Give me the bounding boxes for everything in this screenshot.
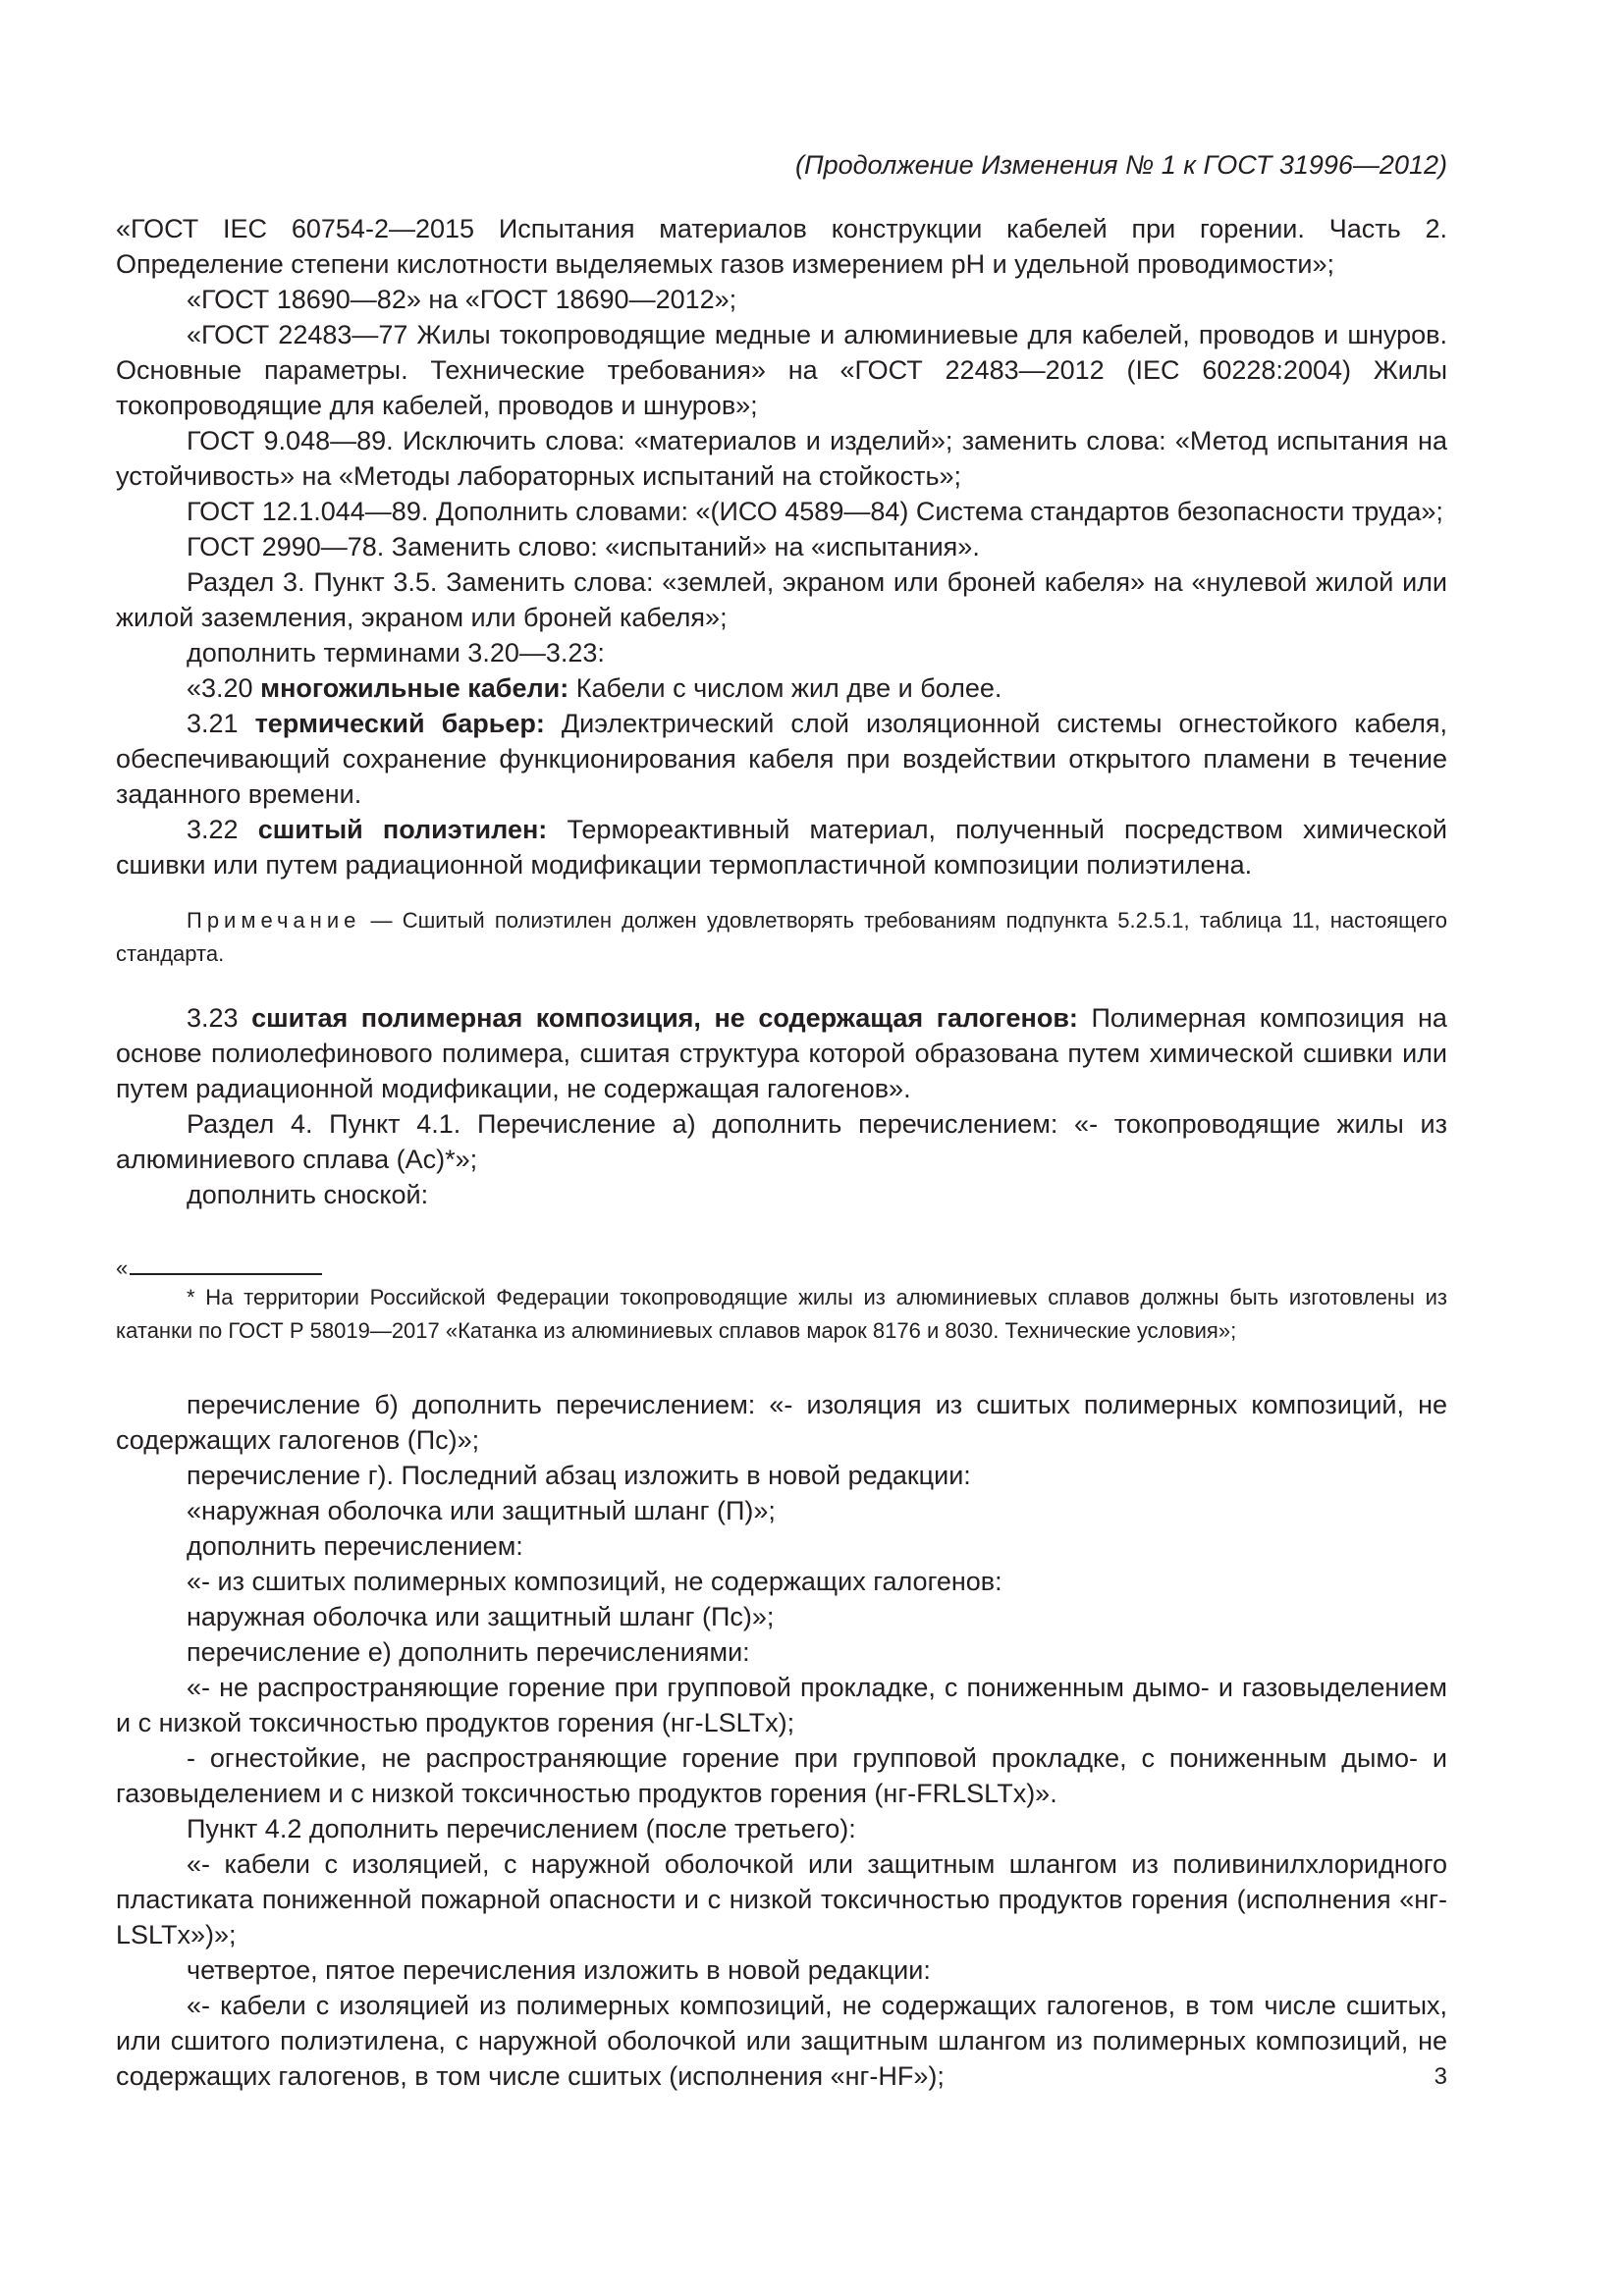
term-definition: Полимерная композиция на основе полиолефинового полимера, сшитая структура которой образована путем химической сшивки или путем радиационной модификации, не содержащая галогенов». [116, 1003, 1447, 1103]
paragraph: наружная оболочка или защитный шланг (Пс)»; [187, 1602, 775, 1631]
note [116, 904, 1447, 971]
footnote-block [116, 1257, 1447, 1348]
note-label: Примечание [187, 908, 361, 933]
term-3-22 [116, 812, 1447, 882]
footnote-rule [130, 1273, 322, 1275]
page-number: 3 [1434, 2063, 1447, 2090]
paragraph: «- кабели с изоляцией из полимерных композиций, не содержащих галогенов, в том числе сшитых, или сшитого полиэтилена, с наружной оболочкой или защитным шлангом из полимерных композиций, не содержащих галогенов, в том числе сшитых (исполнения «нг-HF»); [116, 1991, 1447, 2091]
paragraph: дополнить перечислением: [187, 1531, 523, 1561]
term-number: 3.22 [187, 815, 239, 844]
running-header: (Продолжение Изменения № 1 к ГОСТ 31996—2012) [795, 150, 1447, 180]
paragraph: Раздел 3. Пункт 3.5. Заменить слова: «землей, экраном или броней кабеля» на «нулевой жилой или жилой заземления, экраном или броней кабеля»; [116, 567, 1447, 632]
paragraph: «- из сшитых полимерных композиций, не содержащих галогенов: [187, 1567, 1002, 1596]
paragraph: дополнить сноской: [187, 1180, 429, 1209]
paragraph: перечисление б) дополнить перечислением: «- изоляция из сшитых полимерных композиций, не содержащих галогенов (Пс)»; [116, 1390, 1447, 1455]
term-number: 3.23 [187, 1003, 239, 1033]
paragraph: дополнить терминами 3.20—3.23: [187, 638, 605, 667]
body-text [116, 211, 1447, 2094]
paragraph: перечисление е) дополнить перечислениями: [187, 1637, 750, 1667]
term-definition: Кабели с числом жил две и более. [575, 673, 1002, 703]
paragraph: четвертое, пятое перечисления изложить в новой редакции: [187, 1955, 931, 1985]
term-3-20 [116, 670, 1447, 706]
term-number: «3.20 [187, 673, 253, 703]
paragraph: «ГОСТ IEC 60754-2—2015 Испытания материалов конструкции кабелей при горении. Часть 2. Определение степени кислотности выделяемых газов измерением pH и удельной проводимости»; [116, 214, 1447, 279]
footnote-quote: « [116, 1255, 129, 1280]
term-3-23 [116, 1000, 1447, 1106]
footnote-mark [116, 1257, 1447, 1281]
term-name: сшитая полимерная композиция, не содержащая галогенов: [251, 1003, 1078, 1033]
paragraph: - огнестойкие, не распространяющие горение при групповой прокладке, с пониженным дымо- и газовыделением и с низкой токсичностью продуктов горения (нг-FRLSLTx)». [116, 1743, 1447, 1808]
paragraph: Пункт 4.2 дополнить перечислением (после третьего): [187, 1814, 856, 1843]
paragraph: «- не распространяющие горение при групповой прокладке, с пониженным дымо- и газовыделением и с низкой токсичностью продуктов горения (нг-LSLTx); [116, 1673, 1447, 1737]
term-name: термический барьер: [254, 709, 545, 738]
term-3-21 [116, 706, 1447, 812]
term-definition: Диэлектрический слой изоляционной системы огнестойкого кабеля, обеспечивающий сохранение функционирования кабеля при воздействии открытого пламени в течение заданного времени. [116, 709, 1447, 809]
paragraph: ГОСТ 9.048—89. Исключить слова: «материалов и изделий»; заменить слова: «Метод испытания на устойчивость» на «Методы лабораторных испытаний на стойкость»; [116, 426, 1447, 491]
paragraph: Раздел 4. Пункт 4.1. Перечисление а) дополнить перечислением: «- токопроводящие жилы из алюминиевого сплава (Ас)*»; [116, 1109, 1447, 1174]
note-text: — Сшитый полиэтилен должен удовлетворять требованиям подпункта 5.2.5.1, таблица 11, настоящего стандарта. [116, 908, 1447, 966]
paragraph: «- кабели с изоляцией, с наружной оболочкой или защитным шлангом из поливинилхлоридного пластиката пониженной пожарной опасности и с низкой токсичностью продуктов горения (исполнения «нг-LSLTx»)»; [116, 1849, 1447, 1949]
term-definition: Термореактивный материал, полученный посредством химической сшивки или путем радиационной модификации термопластичной композиции полиэтилена. [116, 815, 1447, 880]
paragraph: ГОСТ 12.1.044—89. Дополнить словами: «(ИСО 4589—84) Система стандартов безопасности труда»; [187, 497, 1443, 526]
paragraph: «наружная оболочка или защитный шланг (П)»; [187, 1496, 776, 1525]
paragraph: ГОСТ 2990—78. Заменить слово: «испытаний» на «испытания». [187, 532, 980, 561]
term-name: сшитый полиэтилен: [257, 815, 548, 844]
paragraph: «ГОСТ 22483—77 Жилы токопроводящие медные и алюминиевые для кабелей, проводов и шнуров. Основные параметры. Технические требования» на «ГОСТ 22483—2012 (IEC 60228:2004) Жилы токопроводящие для кабелей, проводов и шнуров»; [116, 320, 1447, 420]
paragraph: перечисление г). Последний абзац изложить в новой редакции: [187, 1461, 971, 1490]
term-number: 3.21 [187, 709, 239, 738]
paragraph: «ГОСТ 18690—82» на «ГОСТ 18690—2012»; [187, 285, 737, 314]
footnote-text: * На территории Российской Федерации токопроводящие жилы из алюминиевых сплавов должны быть изготовлены из катанки по ГОСТ Р 58019—2017 «Катанка из алюминиевых сплавов марок 8176 и 8030. Технические условия»; [116, 1285, 1447, 1343]
term-name: многожильные кабели: [260, 673, 569, 703]
